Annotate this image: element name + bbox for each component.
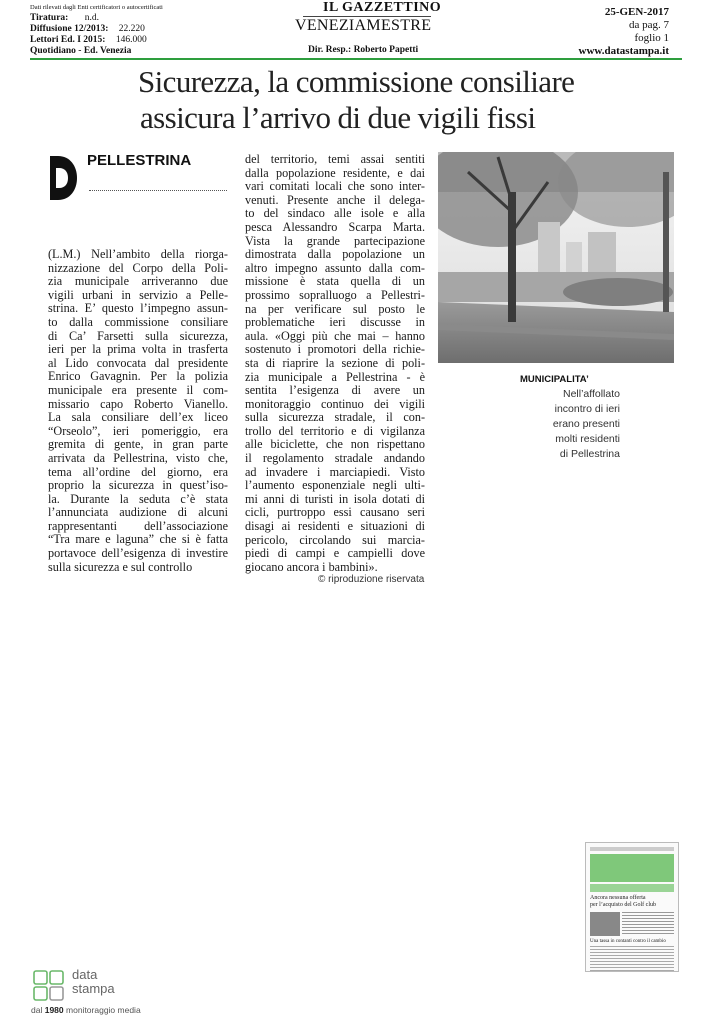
text-line: giocano ancora i bambini». <box>245 559 378 574</box>
text-line: portavoce dell’esigenza di investire <box>48 546 228 561</box>
issue-date: 25-GEN-2017 <box>604 6 669 18</box>
caption-line: erano presenti <box>552 418 620 430</box>
page-ref: da pag. 7 <box>628 19 669 31</box>
text-line: proprio la sicurezza in quest’iso- <box>48 478 228 493</box>
article-photo <box>438 152 674 363</box>
page-thumbnail[interactable] <box>585 842 679 972</box>
masthead-subtitle: VENEZIAMESTRE <box>295 17 432 34</box>
thumb-strip <box>590 884 674 892</box>
text-line: (L.M.) Nell’ambito della riorga- <box>48 247 228 261</box>
section-kicker: PELLESTRINA <box>87 152 192 169</box>
text-line: aula. «Oggi più che mai – hanno <box>245 328 425 343</box>
stat-value: 22.220 <box>118 24 145 34</box>
text-line: na per verificare sul posto le <box>245 301 425 316</box>
headline-line: assicura l’arrivo di due vigili fissi <box>140 100 536 135</box>
text-line: La sala consiliare dell’ex liceo <box>48 410 228 425</box>
text-line: vari comitati locali che sono inter- <box>245 179 425 194</box>
text-line: sostenuto i promotori della richie- <box>245 342 425 357</box>
text-line: sulla sicurezza stradale, il con- <box>245 410 425 425</box>
caption-line: Nell’affollato <box>562 388 620 400</box>
section-d-icon <box>48 154 78 202</box>
circulation-stats <box>30 13 147 57</box>
thumb-header <box>590 847 674 851</box>
masthead <box>295 0 455 35</box>
text-line: l’annunciata audizione di alcuni <box>48 505 228 520</box>
text-line: venuti. Presente anche il delega- <box>245 192 425 207</box>
text-line: pesca Alessandro Scarpa Marta. <box>245 219 425 234</box>
text-line: zia municipale a Pellestrina - è <box>245 369 425 384</box>
stat-value: 146.000 <box>115 35 147 45</box>
article-column-1 <box>48 248 228 574</box>
text-line: del territorio, temi assai sentiti <box>245 152 425 166</box>
text-line: Vista la grande partecipazione <box>245 233 425 248</box>
text-line: alle biciclette, che non rispettano <box>245 437 425 452</box>
edition-label: Quotidiano - Ed. Venezia <box>30 46 132 56</box>
thumb-text <box>622 912 674 936</box>
article-headline <box>138 64 658 136</box>
copyright-note: © riproduzione riservata <box>318 574 425 585</box>
thumb-headline-line: Ancora nessuna offerta <box>590 895 646 901</box>
logo-tagline <box>31 1005 141 1015</box>
website-link[interactable]: www.datastampa.it <box>578 45 669 57</box>
certification-note: Dati rilevati dagli Enti certificatori o autocertificati <box>30 4 163 11</box>
tagline-suffix: monitoraggio media <box>66 1005 141 1015</box>
text-line: disagi ai residenti e situazioni di <box>245 519 425 534</box>
text-line: zia municipale arriveranno due <box>48 274 228 289</box>
kicker-rule <box>89 190 227 191</box>
text-line: mi anni di turisti in isola dotati di <box>245 491 425 506</box>
text-line: ieri per la prima volta in trasferta <box>48 342 228 357</box>
stat-label: Tiratura: <box>30 13 69 23</box>
text-line: monitoraggio continuo dei vigili <box>245 396 425 411</box>
text-line: l’aumento esponenziale negli ulti- <box>245 478 425 493</box>
text-line: problematiche ieri discusse in <box>245 315 425 330</box>
headline-line: Sicurezza, la commissione consiliare <box>138 64 575 99</box>
text-line: dalla popolazione residente, e dai <box>245 165 425 180</box>
text-line: missario capo Roberto Vianello. <box>48 396 228 411</box>
text-line: altro impegno assunto dalla com- <box>245 260 425 275</box>
text-line: “Orseolo”, ieri pomeriggio, era <box>48 423 228 438</box>
article-column-2 <box>245 153 425 574</box>
text-line: dimostrata dalla popolazione un <box>245 247 425 262</box>
text-line: nizzazione del Corpo della Poli- <box>48 260 228 275</box>
caption-line: incontro di ieri <box>554 403 620 415</box>
masthead-title: IL GAZZETTINO <box>323 0 442 15</box>
stat-row <box>30 35 147 46</box>
text-line: al Lido convocata dal presidente <box>48 355 228 370</box>
text-line: Enrico Gavagnin. Per la polizia <box>48 369 228 384</box>
issue-info <box>579 6 669 58</box>
stat-row <box>30 13 147 24</box>
text-line: missione è stata quella di un <box>245 274 425 289</box>
stat-label: Lettori Ed. I 2015: <box>30 35 106 45</box>
caption-heading: MUNICIPALITA’ <box>520 374 589 385</box>
text-line: piedi di campi e campielli dove <box>245 546 425 561</box>
director-line: Dir. Resp.: Roberto Papetti <box>308 45 419 55</box>
thumb-headline-line: per l’acquisto del Golf club <box>590 902 656 908</box>
text-line: pericolo, circolando sui marcia- <box>245 532 425 547</box>
text-line: sta di riaprire la sezione di poli- <box>245 355 425 370</box>
text-line: to del sindaco alle isole e alla <box>245 206 425 221</box>
text-line: tema all’ordine del giorno, era <box>48 464 228 479</box>
text-line: “Tra mare e laguna” che si è fatta <box>48 532 228 547</box>
text-line: arrivata da Pellestrina, visto che, <box>48 450 228 465</box>
text-line: prossimo sopralluogo a Pellestri- <box>245 287 425 302</box>
thumb-text <box>590 946 674 972</box>
text-line: vigili urbani in servizio a Pelle- <box>48 287 228 302</box>
tagline-year: 1980 <box>44 1005 64 1015</box>
text-line: gremita di gente, in gran parte <box>48 437 228 452</box>
sheet-ref: foglio 1 <box>634 32 669 44</box>
text-line: cicli, purtroppo essi causano seri <box>245 505 425 520</box>
text-line: strina. E’ questo l’impegno assun- <box>48 301 228 316</box>
text-line: to dalla commissione consiliare <box>48 314 228 329</box>
text-line: la. Durante la seduta c’è stata <box>48 491 228 506</box>
text-line: trollo del territorio e di vigilanza <box>245 423 425 438</box>
stat-row <box>30 24 147 35</box>
caption-line: molti residenti <box>555 433 620 445</box>
header-rule <box>30 58 682 60</box>
tagline-prefix: dal <box>31 1005 43 1015</box>
text-line: rappresentanti dell’associazione <box>48 518 228 533</box>
stat-label: Diffusione 12/2013: <box>30 24 109 34</box>
text-line: il regolamento stradale andando <box>245 451 425 466</box>
thumb-photo <box>590 854 674 882</box>
thumb-subhead: Una tassa in contanti contro il cambio <box>590 939 666 944</box>
logo-line: stampa <box>72 981 115 996</box>
text-line: municipale era presente il com- <box>48 382 228 397</box>
photo-caption <box>500 387 620 462</box>
datastampa-logo-text <box>72 968 115 996</box>
text-line: di Ca’ Farsetti sulla sicurezza, <box>48 328 228 343</box>
text-line: sentita l’esigenza di avere un <box>245 383 425 398</box>
stat-value: n.d. <box>84 13 99 23</box>
datastampa-logo-icon <box>32 969 68 1003</box>
caption-line: di Pellestrina <box>559 448 620 460</box>
thumb-body <box>590 912 674 936</box>
thumb-image <box>590 912 620 936</box>
text-line: sulla sicurezza e sul controllo <box>48 559 193 574</box>
text-line: ad invadere i marciapiedi. Visto <box>245 464 425 479</box>
thumb-headline <box>590 895 674 909</box>
logo-line: data <box>72 967 98 982</box>
